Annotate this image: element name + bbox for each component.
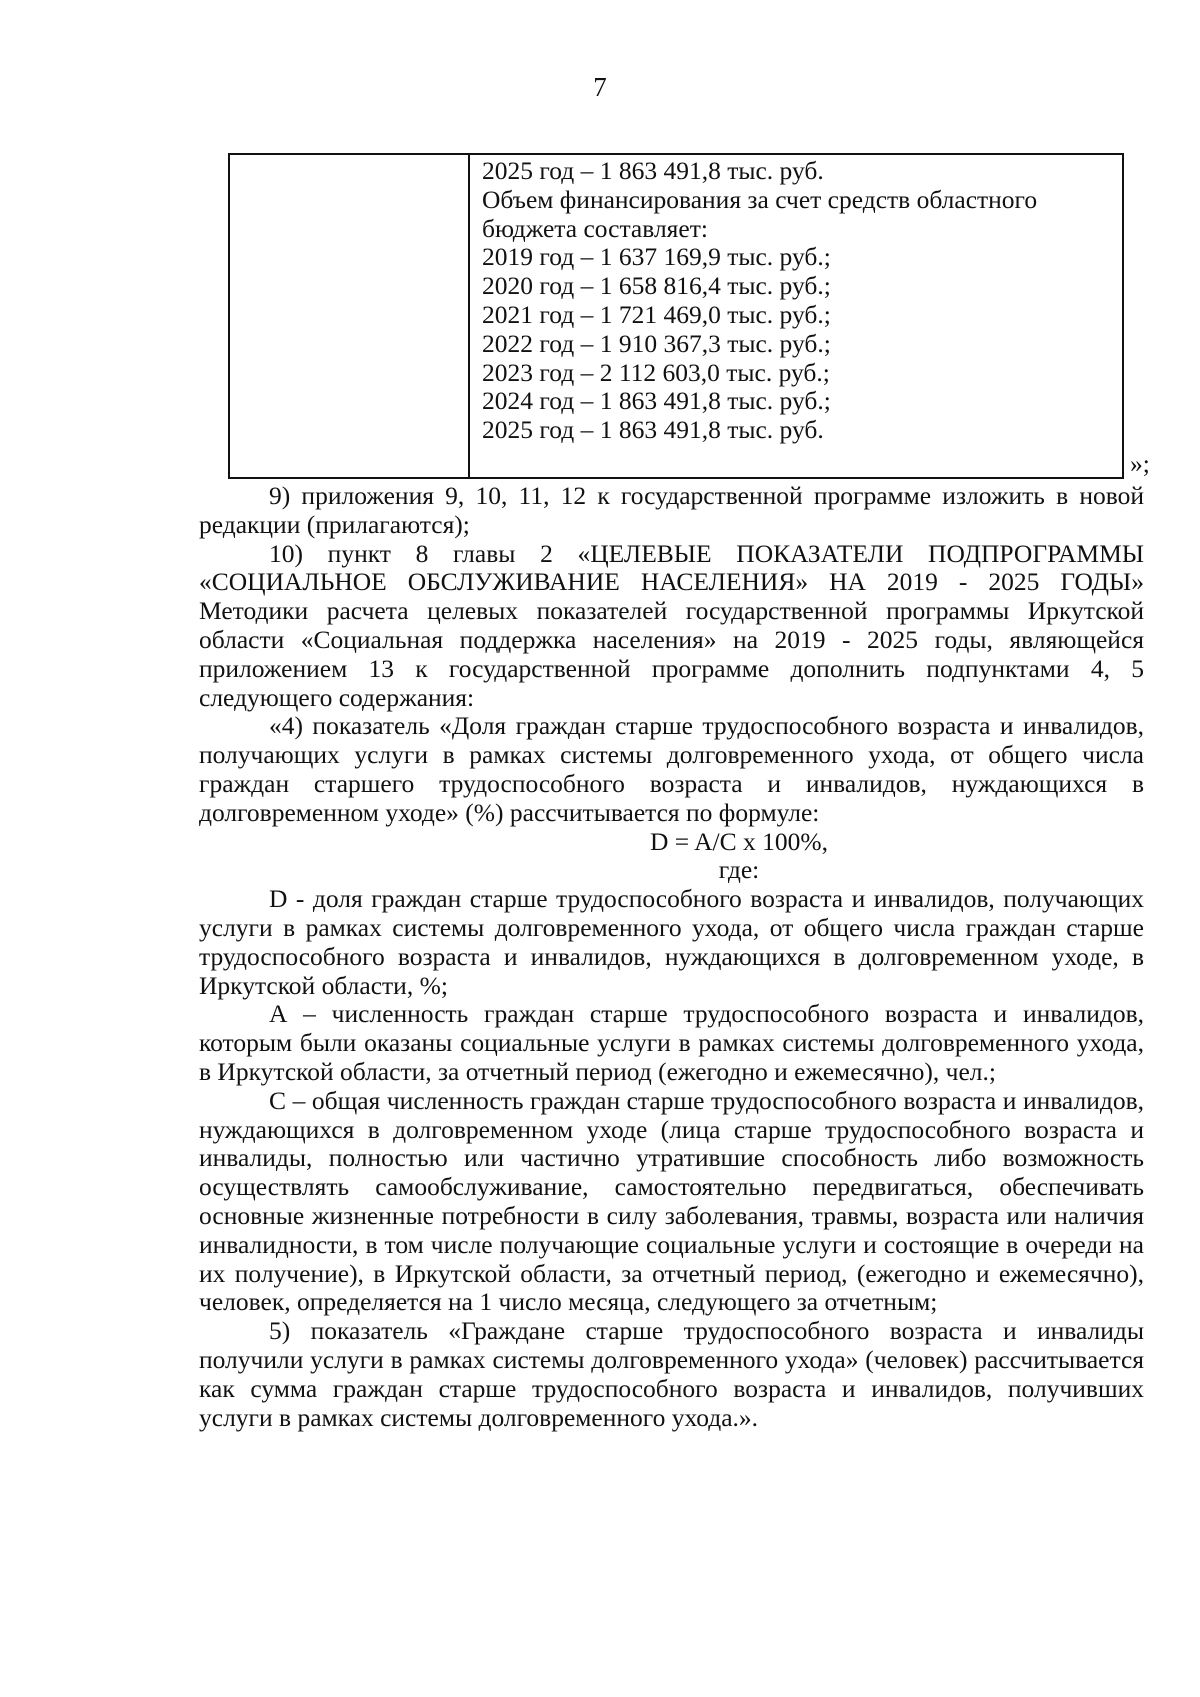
table-line: Объем финансирования за счет средств областного: [482, 184, 1038, 214]
paragraph-item-10: 10) пункт 8 главы 2 «ЦЕЛЕВЫЕ ПОКАЗАТЕЛИ ПОДПРОГРАММЫ «СОЦИАЛЬНОЕ ОБСЛУЖИВАНИЕ НАСЕЛЕНИЯ» НА 2019 - 2025 ГОДЫ» Методики расчета целевых показателей государственной программы Иркутской области «Социальная поддержка населения» на 2019 - 2025 годы, являющейся приложением 13 к государственной программе дополнить подпунктами 4, 5 следующего содержания:: [199, 538, 1144, 712]
definition-d: D - доля граждан старше трудоспособного возраста и инвалидов, получающих услуги в рамках системы долговременного ухода, от общего числа граждан старше трудоспособного возраста и инвалидов, нуждающихся в долговременном уходе, в Иркутской области, %;: [199, 884, 1144, 1000]
table-closing-quote: »;: [1130, 449, 1150, 478]
table-line: 2020 год – 1 658 816,4 тыс. руб.;: [482, 271, 831, 301]
financing-table: [228, 153, 1124, 479]
table-line: 2023 год – 2 112 603,0 тыс. руб.;: [482, 357, 830, 387]
table-left-cell: [230, 155, 470, 477]
paragraph-subitem-4: «4) показатель «Доля граждан старше трудоспособного возраста и инвалидов, получающих услуги в рамках системы долговременного ухода, от общего числа граждан старшего трудоспособного возраста и инвалидов, нуждающихся в долговременном уходе» (%) рассчитывается по формуле:: [199, 711, 1144, 827]
table-line: бюджета составляет:: [482, 213, 708, 243]
table-line: 2019 год – 1 637 169,9 тыс. руб.;: [482, 242, 831, 272]
paragraph-subitem-5: 5) показатель «Граждане старше трудоспособного возраста и инвалиды получили услуги в рамках системы долговременного ухода» (человек) рассчитывается как сумма граждан старше трудоспособного возраста и инвалидов, получивших услуги в рамках системы долговременного ухода.».: [199, 1316, 1144, 1432]
where-label: где:: [718, 855, 760, 885]
table-right-cell: [470, 155, 1122, 477]
table-line: 2021 год – 1 721 469,0 тыс. руб.;: [482, 299, 831, 329]
formula: D = A/C х 100%,: [649, 826, 828, 856]
table-line: 2022 год – 1 910 367,3 тыс. руб.;: [482, 328, 831, 358]
definition-a: А – численность граждан старше трудоспособного возраста и инвалидов, которым были оказаны социальные услуги в рамках системы долговременного ухода, в Иркутской области, за отчетный период (ежегодно и ежемесячно), чел.;: [199, 999, 1144, 1086]
table-line: 2025 год – 1 863 491,8 тыс. руб.: [482, 415, 824, 445]
table-line: 2025 год – 1 863 491,8 тыс. руб.: [482, 156, 824, 185]
page-number: 7: [593, 72, 607, 102]
paragraph-item-9: 9) приложения 9, 10, 11, 12 к государственной программе изложить в новой редакции (прилагаются);: [199, 481, 1144, 539]
table-line: 2024 год – 1 863 491,8 тыс. руб.;: [482, 386, 831, 416]
body-text: [199, 482, 1144, 1432]
definition-c: С – общая численность граждан старше трудоспособного возраста и инвалидов, нуждающихся в долговременном уходе (лица старше трудоспособного возраста и инвалиды, полностью или частично утратившие способность либо возможность осуществлять самообслуживание, самостоятельно передвигаться, обеспечивать основные жизненные потребности в силу заболевания, травмы, возраста или наличия инвалидности, в том числе получающие социальные услуги и состоящие в очереди на их получение), в Иркутской области, за отчетный период, (ежегодно и ежемесячно), человек, определяется на 1 число месяца, следующего за отчетным;: [199, 1085, 1144, 1317]
